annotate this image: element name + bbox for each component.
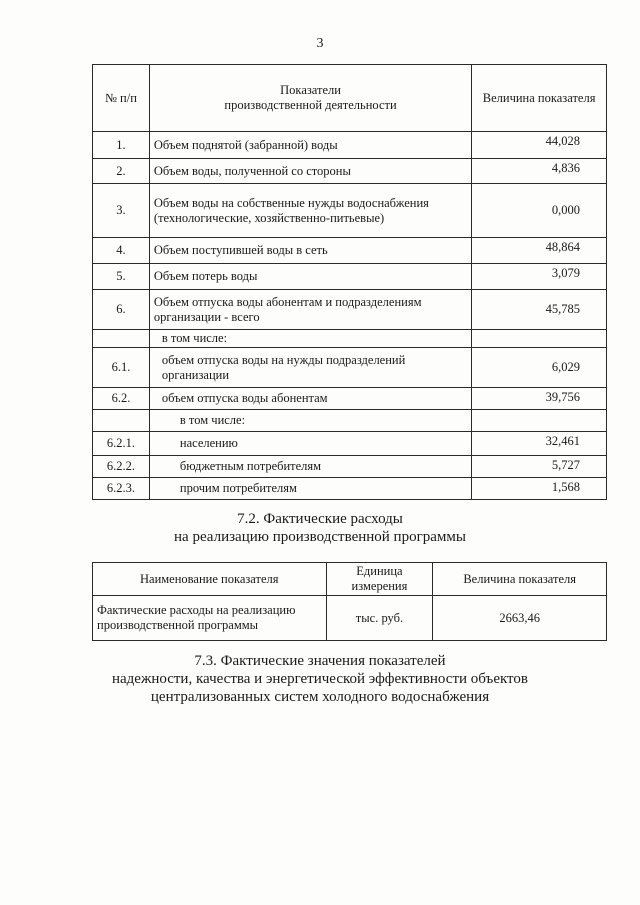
table-row: [93, 348, 607, 388]
row-value: 0,000: [472, 184, 607, 238]
table-row: [93, 290, 607, 330]
row-value: 4,836: [472, 159, 607, 184]
column-header-value: Величина показателя: [433, 563, 607, 596]
section-title-line: 7.2. Фактические расходы: [237, 511, 403, 527]
page-number: 3: [316, 36, 324, 51]
row-name: в том числе:: [149, 330, 471, 348]
table-header-row: [93, 563, 607, 596]
table-row: [93, 159, 607, 184]
row-value: 1,568: [472, 478, 607, 500]
table-row: [93, 388, 607, 410]
row-name: Объем воды, полученной со стороны: [149, 159, 471, 184]
row-name: прочим потребителям: [149, 478, 471, 500]
column-header-value: Величина показателя: [472, 65, 607, 132]
row-name: [149, 348, 471, 388]
table-row: [93, 184, 607, 238]
header-line: производственной деятельности: [224, 98, 397, 112]
row-value: 39,756: [472, 388, 607, 410]
row-number: 6.: [93, 290, 150, 330]
row-name: объем отпуска воды абонентам: [149, 388, 471, 410]
row-name: Объем поступившей воды в сеть: [149, 238, 471, 264]
row-name-line: организации - всего: [153, 309, 260, 324]
header-line: Показатели: [280, 83, 341, 97]
table-row: [93, 410, 607, 432]
row-value: 48,864: [472, 238, 607, 264]
row-name: [149, 184, 471, 238]
row-number: 6.1.: [93, 348, 150, 388]
section-title-line: надежности, качества и энергетической эффективности объектов: [111, 671, 528, 687]
row-value: [472, 330, 607, 348]
table-row: [93, 478, 607, 500]
row-number: 5.: [93, 264, 150, 290]
section-title-line: на реализацию производственной программы: [174, 529, 466, 545]
row-number: [93, 410, 150, 432]
row-number: 6.2.1.: [93, 432, 150, 456]
table-row: [93, 132, 607, 159]
row-name-line: объем отпуска воды на нужды подразделений: [161, 352, 406, 367]
row-unit: тыс. руб.: [326, 596, 433, 641]
row-number: 6.2.3.: [93, 478, 150, 500]
column-header-indicator: [149, 65, 471, 132]
row-name-line: Объем воды на собственные нужды водоснабжения: [153, 195, 429, 210]
row-name: Объем потерь воды: [149, 264, 471, 290]
row-value: 32,461: [472, 432, 607, 456]
row-name: бюджетным потребителям: [149, 456, 471, 478]
row-name-line: Фактические расходы на реализацию: [97, 603, 296, 617]
row-name-line: производственной программы: [97, 618, 259, 632]
table-row: [93, 238, 607, 264]
row-number: 4.: [93, 238, 150, 264]
table-row: [93, 456, 607, 478]
row-number: 1.: [93, 132, 150, 159]
row-name: [93, 596, 327, 641]
row-name-line: организации: [161, 367, 230, 382]
section-7-2-title: [0, 510, 640, 546]
row-value: [472, 410, 607, 432]
row-value: 2663,46: [433, 596, 607, 641]
row-value: 5,727: [472, 456, 607, 478]
row-name: населению: [149, 432, 471, 456]
table-header-row: [93, 65, 607, 132]
row-name: [149, 290, 471, 330]
table-row: [93, 330, 607, 348]
row-name-line: Объем отпуска воды абонентам и подразделениям: [153, 294, 422, 309]
row-name-line: (технологические, хозяйственно-питьевые): [153, 210, 385, 225]
row-number: 6.2.: [93, 388, 150, 410]
row-value: 44,028: [472, 132, 607, 159]
row-name: Объем поднятой (забранной) воды: [149, 132, 471, 159]
column-header-unit: Единица измерения: [326, 563, 433, 596]
row-number: [93, 330, 150, 348]
row-value: 3,079: [472, 264, 607, 290]
row-number: 3.: [93, 184, 150, 238]
section-title-line: централизованных систем холодного водоснабжения: [150, 689, 490, 705]
column-header-number: № п/п: [93, 65, 150, 132]
section-7-3-title: [0, 652, 640, 706]
table-row: [93, 264, 607, 290]
row-number: 2.: [93, 159, 150, 184]
table-row: [93, 432, 607, 456]
production-indicators-table: [92, 64, 607, 500]
row-name: в том числе:: [149, 410, 471, 432]
expenses-table: [92, 562, 607, 641]
row-value: 6,029: [472, 348, 607, 388]
column-header-name: Наименование показателя: [93, 563, 327, 596]
table-row: [93, 596, 607, 641]
row-value: 45,785: [472, 290, 607, 330]
row-number: 6.2.2.: [93, 456, 150, 478]
section-title-line: 7.3. Фактические значения показателей: [194, 653, 446, 669]
